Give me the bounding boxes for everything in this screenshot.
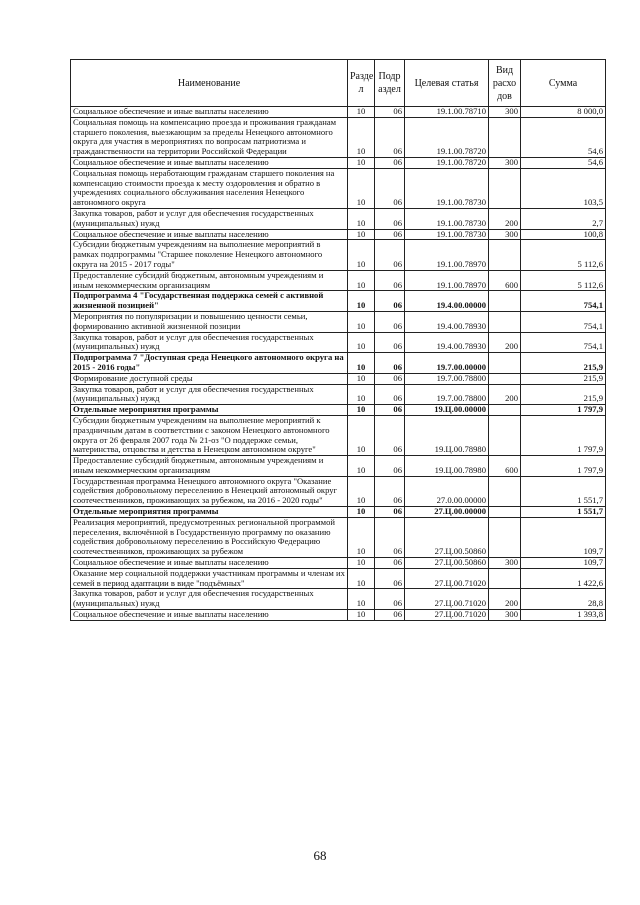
- table-row: [71, 240, 606, 270]
- cell-subsection: 06: [375, 168, 405, 208]
- cell-name: Социальная помощь неработающим гражданам старшего поколения на компенсацию стоимости проезда к месту оздоровления и обратно в учреждениях социального обслуживания населения Ненецкого автономного округа: [71, 168, 348, 208]
- cell-section: 10: [348, 107, 375, 118]
- cell-amount: 109,7: [521, 517, 606, 557]
- cell-amount: 8 000,0: [521, 107, 606, 118]
- cell-name: Социальное обеспечение и иные выплаты населению: [71, 107, 348, 118]
- cell-target: 19.7.00.00000: [405, 353, 489, 374]
- cell-subsection: 06: [375, 332, 405, 353]
- cell-exptype: 300: [489, 610, 521, 621]
- table-row: [71, 405, 606, 416]
- cell-exptype: 200: [489, 384, 521, 405]
- cell-section: 10: [348, 589, 375, 610]
- cell-exptype: [489, 405, 521, 416]
- cell-subsection: 06: [375, 415, 405, 455]
- cell-name: Предоставление субсидий бюджетным, автономным учреждениям и иным некоммерческим организациям: [71, 456, 348, 477]
- cell-target: 19.Ц.00.00000: [405, 405, 489, 416]
- table-row: [71, 291, 606, 312]
- cell-amount: 100,8: [521, 229, 606, 240]
- cell-target: 19.4.00.00000: [405, 291, 489, 312]
- cell-target: 27.Ц.00.50860: [405, 558, 489, 569]
- cell-exptype: 200: [489, 332, 521, 353]
- cell-section: 10: [348, 405, 375, 416]
- header-section: Разде л: [348, 60, 375, 107]
- cell-section: 10: [348, 168, 375, 208]
- budget-table: [70, 59, 606, 621]
- cell-name: Социальное обеспечение и иные выплаты населению: [71, 229, 348, 240]
- cell-section: 10: [348, 568, 375, 589]
- table-row: [71, 373, 606, 384]
- table-row: [71, 507, 606, 518]
- cell-subsection: 06: [375, 229, 405, 240]
- cell-exptype: [489, 517, 521, 557]
- table-row: [71, 270, 606, 291]
- cell-exptype: [489, 291, 521, 312]
- cell-target: 19.7.00.78800: [405, 384, 489, 405]
- cell-target: 19.1.00.78730: [405, 168, 489, 208]
- cell-name: Формирование доступной среды: [71, 373, 348, 384]
- cell-amount: 215,9: [521, 353, 606, 374]
- cell-amount: 5 112,6: [521, 240, 606, 270]
- cell-name: Субсидии бюджетным учреждениям на выполнение мероприятий в рамках подпрограммы "Старшее поколение Ненецкого автономного округа на 2015 - 2017 годы": [71, 240, 348, 270]
- cell-target: 19.1.00.78730: [405, 229, 489, 240]
- cell-section: 10: [348, 517, 375, 557]
- cell-section: 10: [348, 157, 375, 168]
- cell-section: 10: [348, 208, 375, 229]
- cell-name: Социальная помощь на компенсацию проезда и проживания гражданам старшего поколения, выезжающим за пределы Ненецкого автономного округа для участия в мероприятиях по вопросам патриотизма и гражданственности на территории Российской Федерации: [71, 117, 348, 157]
- cell-target: 19.Ц.00.78980: [405, 456, 489, 477]
- table-row: [71, 332, 606, 353]
- table-row: [71, 157, 606, 168]
- cell-exptype: [489, 476, 521, 506]
- cell-amount: 54,6: [521, 157, 606, 168]
- cell-exptype: [489, 568, 521, 589]
- cell-subsection: 06: [375, 517, 405, 557]
- cell-exptype: [489, 117, 521, 157]
- cell-subsection: 06: [375, 240, 405, 270]
- header-amount: Сумма: [521, 60, 606, 107]
- table-row: [71, 107, 606, 118]
- cell-section: 10: [348, 610, 375, 621]
- cell-target: 19.4.00.78930: [405, 332, 489, 353]
- cell-subsection: 06: [375, 610, 405, 621]
- cell-section: 10: [348, 311, 375, 332]
- header-exptype: Вид расхо дов: [489, 60, 521, 107]
- cell-amount: 109,7: [521, 558, 606, 569]
- cell-exptype: 200: [489, 208, 521, 229]
- cell-subsection: 06: [375, 117, 405, 157]
- cell-name: Субсидии бюджетным учреждениям на выполнение мероприятий к праздничным датам в соответствии с законом Ненецкого автономного округа от 26 февраля 2007 года № 21-оз "О поддержке семьи, материнства, отцовства и детства в Ненецком автономном округе": [71, 415, 348, 455]
- cell-target: 19.4.00.78930: [405, 311, 489, 332]
- table-row: [71, 517, 606, 557]
- cell-amount: 2,7: [521, 208, 606, 229]
- cell-amount: 754,1: [521, 332, 606, 353]
- cell-name: Государственная программа Ненецкого автономного округа "Оказание содействия добровольному переселению в Ненецкий автономный округ соотечественников, проживающих за рубежом, на 2016 - 2020 годы": [71, 476, 348, 506]
- cell-target: 27.Ц.00.50860: [405, 517, 489, 557]
- cell-amount: 103,5: [521, 168, 606, 208]
- table-row: [71, 476, 606, 506]
- cell-subsection: 06: [375, 107, 405, 118]
- cell-amount: 754,1: [521, 311, 606, 332]
- cell-subsection: 06: [375, 311, 405, 332]
- header-row: [71, 60, 606, 107]
- table-header: [71, 60, 606, 107]
- cell-exptype: 600: [489, 456, 521, 477]
- cell-target: 19.7.00.78800: [405, 373, 489, 384]
- cell-exptype: [489, 311, 521, 332]
- table-row: [71, 117, 606, 157]
- cell-subsection: 06: [375, 476, 405, 506]
- cell-name: Отдельные мероприятия программы: [71, 405, 348, 416]
- cell-subsection: 06: [375, 353, 405, 374]
- table-row: [71, 168, 606, 208]
- cell-section: 10: [348, 476, 375, 506]
- cell-exptype: 300: [489, 157, 521, 168]
- cell-target: 19.1.00.78970: [405, 240, 489, 270]
- cell-name: Закупка товаров, работ и услуг для обеспечения государственных (муниципальных) нужд: [71, 384, 348, 405]
- cell-section: 10: [348, 229, 375, 240]
- header-name: Наименование: [71, 60, 348, 107]
- cell-target: 19.1.00.78720: [405, 157, 489, 168]
- cell-exptype: 300: [489, 107, 521, 118]
- cell-target: 27.Ц.00.71020: [405, 589, 489, 610]
- table-row: [71, 384, 606, 405]
- cell-subsection: 06: [375, 384, 405, 405]
- cell-exptype: [489, 415, 521, 455]
- cell-section: 10: [348, 507, 375, 518]
- cell-exptype: 300: [489, 558, 521, 569]
- cell-name: Закупка товаров, работ и услуг для обеспечения государственных (муниципальных) нужд: [71, 208, 348, 229]
- cell-subsection: 06: [375, 291, 405, 312]
- header-target: Целевая статья: [405, 60, 489, 107]
- cell-target: 19.Ц.00.78980: [405, 415, 489, 455]
- cell-exptype: [489, 240, 521, 270]
- table-row: [71, 456, 606, 477]
- cell-section: 10: [348, 373, 375, 384]
- table-row: [71, 610, 606, 621]
- cell-exptype: 300: [489, 229, 521, 240]
- cell-subsection: 06: [375, 558, 405, 569]
- cell-amount: 1 551,7: [521, 476, 606, 506]
- cell-name: Социальное обеспечение и иные выплаты населению: [71, 558, 348, 569]
- cell-subsection: 06: [375, 208, 405, 229]
- cell-name: Закупка товаров, работ и услуг для обеспечения государственных (муниципальных) нужд: [71, 332, 348, 353]
- cell-section: 10: [348, 240, 375, 270]
- cell-section: 10: [348, 558, 375, 569]
- cell-amount: 1 393,8: [521, 610, 606, 621]
- table-row: [71, 353, 606, 374]
- cell-amount: 5 112,6: [521, 270, 606, 291]
- cell-amount: 1 422,6: [521, 568, 606, 589]
- cell-subsection: 06: [375, 270, 405, 291]
- cell-name: Подпрограмма 7 "Доступная среда Ненецкого автономного округа на 2015 - 2016 годы": [71, 353, 348, 374]
- cell-target: 27.0.00.00000: [405, 476, 489, 506]
- cell-section: 10: [348, 353, 375, 374]
- cell-subsection: 06: [375, 373, 405, 384]
- cell-subsection: 06: [375, 589, 405, 610]
- cell-target: 19.1.00.78730: [405, 208, 489, 229]
- cell-name: Реализация мероприятий, предусмотренных региональной программой переселения, включённой в Государственную программу по оказанию содействия добровольному переселению в Российскую Федерацию соотечественников, проживающих за рубежом: [71, 517, 348, 557]
- table-row: [71, 589, 606, 610]
- cell-name: Социальное обеспечение и иные выплаты населению: [71, 157, 348, 168]
- cell-target: 19.1.00.78970: [405, 270, 489, 291]
- cell-exptype: [489, 353, 521, 374]
- cell-amount: 215,9: [521, 373, 606, 384]
- table-row: [71, 311, 606, 332]
- cell-amount: 54,6: [521, 117, 606, 157]
- cell-section: 10: [348, 456, 375, 477]
- cell-amount: 1 797,9: [521, 456, 606, 477]
- table-row: [71, 568, 606, 589]
- cell-exptype: [489, 373, 521, 384]
- cell-section: 10: [348, 270, 375, 291]
- page-number: 68: [313, 848, 327, 863]
- cell-amount: 28,8: [521, 589, 606, 610]
- cell-subsection: 06: [375, 157, 405, 168]
- cell-name: Предоставление субсидий бюджетным, автономным учреждениям и иным некоммерческим организациям: [71, 270, 348, 291]
- header-subsection: Подр аздел: [375, 60, 405, 107]
- table-row: [71, 208, 606, 229]
- cell-amount: 1 797,9: [521, 405, 606, 416]
- cell-name: Подпрограмма 4 "Государственная поддержка семей с активной жизненной позицией": [71, 291, 348, 312]
- cell-target: 27.Ц.00.71020: [405, 568, 489, 589]
- cell-section: 10: [348, 384, 375, 405]
- cell-amount: 1 551,7: [521, 507, 606, 518]
- cell-amount: 215,9: [521, 384, 606, 405]
- cell-subsection: 06: [375, 568, 405, 589]
- table-body: [71, 107, 606, 621]
- cell-amount: 1 797,9: [521, 415, 606, 455]
- cell-name: Отдельные мероприятия программы: [71, 507, 348, 518]
- table-row: [71, 415, 606, 455]
- cell-subsection: 06: [375, 507, 405, 518]
- cell-name: Мероприятия по популяризации и повышению ценности семьи, формированию активной жизненной позиции: [71, 311, 348, 332]
- cell-name: Закупка товаров, работ и услуг для обеспечения государственных (муниципальных) нужд: [71, 589, 348, 610]
- cell-section: 10: [348, 415, 375, 455]
- cell-target: 19.1.00.78720: [405, 117, 489, 157]
- table-row: [71, 229, 606, 240]
- cell-section: 10: [348, 291, 375, 312]
- cell-target: 27.Ц.00.71020: [405, 610, 489, 621]
- cell-subsection: 06: [375, 405, 405, 416]
- cell-name: Оказание мер социальной поддержки участникам программы и членам их семей в период адаптации в виде "подъёмных": [71, 568, 348, 589]
- cell-section: 10: [348, 332, 375, 353]
- cell-name: Социальное обеспечение и иные выплаты населению: [71, 610, 348, 621]
- cell-section: 10: [348, 117, 375, 157]
- cell-subsection: 06: [375, 456, 405, 477]
- cell-exptype: [489, 507, 521, 518]
- cell-exptype: 200: [489, 589, 521, 610]
- cell-target: 19.1.00.78710: [405, 107, 489, 118]
- cell-exptype: 600: [489, 270, 521, 291]
- table-row: [71, 558, 606, 569]
- cell-target: 27.Ц.00.00000: [405, 507, 489, 518]
- cell-exptype: [489, 168, 521, 208]
- cell-amount: 754,1: [521, 291, 606, 312]
